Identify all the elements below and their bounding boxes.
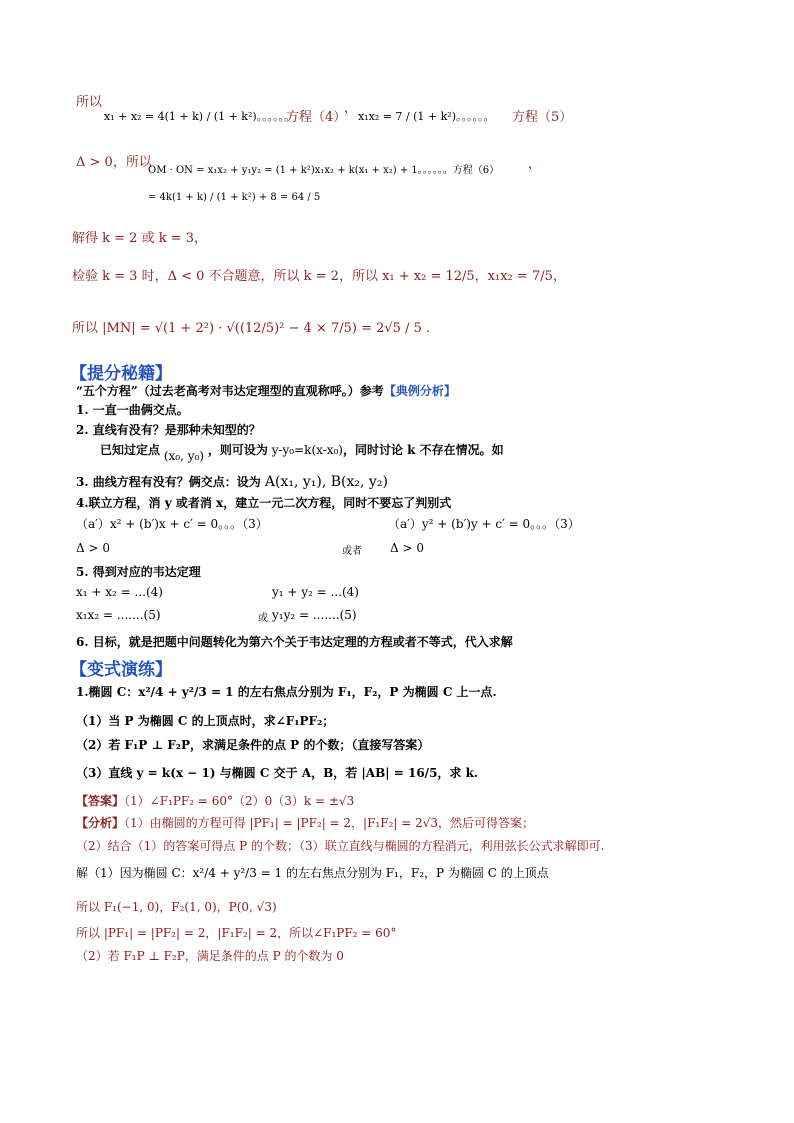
tip-item-6: 6. 目标，就是把题中问题转化为第六个关于韦达定理的方程或者不等式，代入求解 bbox=[76, 635, 513, 649]
tip-2-text-c: ，则可设为 bbox=[207, 443, 268, 457]
tip-3-text: 3. 曲线方程有没有？俩交点：设为 bbox=[76, 475, 261, 489]
or-label: 或者 bbox=[342, 546, 362, 557]
quadratic-in-y: （a′）y² + (b′)y + c′ = 0。。。（3） bbox=[388, 517, 580, 531]
equation-product-roots: x₁x₂ = 7 / (1 + k²)。。。。。。 bbox=[358, 110, 495, 123]
analysis-tag: 【分析】 bbox=[76, 816, 125, 830]
equation-label-4: 方程（4） bbox=[286, 110, 347, 125]
intersection-points: A(x₁, y₁), B(x₂, y₂) bbox=[264, 474, 388, 490]
tip-2-text-a: 已知过定点 bbox=[100, 443, 161, 457]
tip-item-3 bbox=[76, 475, 388, 489]
tip-item-1: 1. 一直一曲俩交点。 bbox=[76, 403, 189, 417]
tip-item-2: 2. 直线有没有？是那种未知型的？ bbox=[76, 423, 261, 437]
tip-item-4: 4.联立方程，消 y 或者消 x，建立一元二次方程，同时不要忘了判别式 bbox=[76, 496, 452, 510]
problem-1: 1.椭圆 C：x²/4 + y²/3 = 1 的左右焦点分别为 F₁，F₂，P 为椭圆 C 上一点. bbox=[76, 685, 497, 699]
tips-intro-text: “五个方程”（过去老高考对韦达定理型的直观称呼。）参考 bbox=[76, 384, 384, 398]
solution-line-3: 所以 |PF₁| = |PF₂| = 2，|F₁F₂| = 2，所以∠F₁PF₂ = 60° bbox=[76, 926, 397, 940]
equation-equals-64-5: = 4k(1 + k) / (1 + k²) + 8 = 64 / 5 bbox=[148, 192, 321, 203]
solution-line-2: 所以 F₁(−1, 0)，F₂(1, 0)，P(0, √3) bbox=[76, 900, 277, 914]
check-k: 检验 k = 3 时，Δ < 0 不合题意，所以 k = 2，所以 x₁ + x₂ = 12/5，x₁x₂ = 7/5， bbox=[72, 269, 566, 284]
problem-1-part-2: （2）若 F₁P ⊥ F₂P，求满足条件的点 P 的个数；（直接写答案） bbox=[76, 738, 430, 752]
or-label-2: 或 bbox=[258, 613, 268, 624]
analysis-line bbox=[76, 817, 534, 829]
chord-length-mn: 所以 |MN| = √(1 + 2²) · √((12/5)² − 4 × 7/5) = 2√5 / 5 . bbox=[72, 321, 431, 336]
equation-label-5: 方程（5） bbox=[512, 110, 573, 125]
answer-line bbox=[76, 795, 354, 807]
fixed-point: (x₀, y₀) bbox=[163, 449, 205, 463]
analysis-line-2: （2）结合（1）的答案可得点 P 的个数；（3）联立直线与椭圆的方程消元，利用弦长公式求解即可. bbox=[76, 839, 605, 853]
text-line-1-label: 所以 bbox=[76, 95, 103, 110]
solve-k: 解得 k = 2 或 k = 3， bbox=[72, 231, 208, 246]
tips-intro-link: 【典例分析】 bbox=[383, 384, 456, 398]
quadratic-in-x: （a′）x² + (b′)x + c′ = 0。。。（3） bbox=[76, 517, 268, 531]
tip-item-5: 5. 得到对应的韦达定理 bbox=[76, 565, 201, 579]
answer-tag: 【答案】 bbox=[76, 794, 125, 808]
discriminant-right: Δ > 0 bbox=[390, 541, 424, 555]
comma-mark-2: ， bbox=[528, 157, 542, 172]
discriminant-left: Δ > 0 bbox=[76, 541, 110, 555]
analysis-text: （1）由椭圆的方程可得 |PF₁| = |PF₂| = 2，|F₁F₂| = 2√3，然后可得答案； bbox=[124, 816, 535, 830]
section-heading-practice: 【变式演练】 bbox=[70, 660, 172, 680]
comma-mark: ， bbox=[344, 101, 358, 116]
problem-1-part-1: （1）当 P 为椭圆 C 的上顶点时，求∠F₁PF₂； bbox=[76, 714, 335, 728]
vieta-product-x: x₁x₂ = .......(5) bbox=[76, 608, 161, 622]
point-slope-form: y-y₀=k(x-x₀) bbox=[271, 443, 343, 457]
equation-sum-roots: x₁ + x₂ = 4(1 + k) / (1 + k²)。。。。。。 bbox=[104, 110, 296, 123]
problem-1-part-3: （3）直线 y = k(x − 1) 与椭圆 C 交于 A，B，若 |AB| = 16/5，求 k. bbox=[76, 766, 479, 780]
tip-2-text-e: ，同时讨论 k 不存在情况。如 bbox=[343, 443, 504, 457]
vieta-product-y: y₁y₂ = .......(5) bbox=[272, 608, 357, 622]
discriminant-condition: Δ > 0，所以 bbox=[76, 155, 152, 170]
tips-intro bbox=[76, 385, 456, 397]
solution-line-1: 解（1）因为椭圆 C：x²/4 + y²/3 = 1 的左右焦点分别为 F₁，F₂，P 为椭圆 C 的上顶点 bbox=[76, 866, 549, 880]
vieta-sum-y: y₁ + y₂ = ...(4) bbox=[272, 585, 359, 599]
tip-item-2-detail bbox=[100, 443, 504, 463]
dot-product-equation: OM · ON = x₁x₂ + y₁y₂ = (1 + k²)x₁x₂ + k(x₁ + x₂) + 1。。。。。。方程（6） bbox=[148, 165, 500, 176]
vieta-sum-x: x₁ + x₂ = ...(4) bbox=[76, 585, 163, 599]
solution-line-4: （2）若 F₁P ⊥ F₂P，满足条件的点 P 的个数为 0 bbox=[76, 949, 344, 963]
section-heading-tips: 【提分秘籍】 bbox=[70, 364, 172, 384]
answer-text: （1）∠F₁PF₂ = 60°（2）0（3）k = ±√3 bbox=[124, 794, 355, 808]
